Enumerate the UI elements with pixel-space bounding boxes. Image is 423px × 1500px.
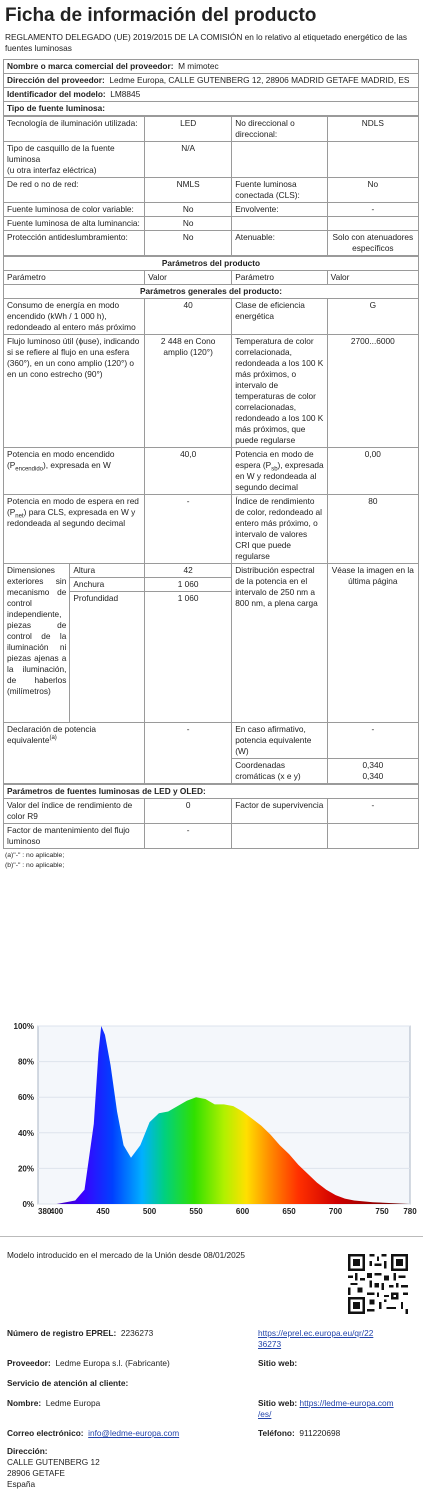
eprel-address bbox=[7, 1446, 100, 1490]
col-value-header-2: Valor bbox=[327, 271, 418, 285]
glare-value: No bbox=[145, 231, 232, 256]
led-params-heading: Parámetros de fuentes luminosas de LED y OLED: bbox=[4, 785, 419, 799]
empty-cell bbox=[327, 217, 418, 231]
pon-label-b: ), expresada en W bbox=[43, 460, 111, 470]
x-tick-label: 550 bbox=[189, 1207, 203, 1216]
section-divider bbox=[0, 1236, 423, 1237]
psb-label-a: Potencia en modo de espera (P bbox=[235, 449, 314, 470]
light-source-type-heading: Tipo de fuente luminosa: bbox=[4, 102, 419, 116]
eprel-reg-row bbox=[7, 1328, 153, 1339]
width-label: Anchura bbox=[70, 578, 145, 592]
eprel-website-label: Sitio web: bbox=[258, 1358, 298, 1368]
pon-value: 40,0 bbox=[145, 448, 232, 495]
empty-cell bbox=[232, 142, 327, 178]
x-tick-label: 450 bbox=[96, 1207, 110, 1216]
col-param-header-2: Parámetro bbox=[232, 271, 327, 285]
nondir-value: NDLS bbox=[327, 117, 418, 142]
eprel-reg-url-2[interactable]: 36273 bbox=[258, 1339, 282, 1349]
x-tick-label: 400 bbox=[49, 1207, 64, 1216]
pon-label-sub: encendido bbox=[15, 466, 43, 473]
eprel-email-label: Correo electrónico: bbox=[7, 1428, 84, 1438]
chroma-y: 0,340 bbox=[362, 771, 384, 781]
y-tick-label: 20% bbox=[17, 1164, 34, 1174]
x-tick-label: 600 bbox=[235, 1207, 250, 1216]
class-value: G bbox=[327, 299, 418, 335]
cct-value: 2700...6000 bbox=[327, 335, 418, 448]
supplier-table bbox=[3, 59, 419, 116]
eprel-provider-row bbox=[7, 1358, 170, 1369]
eprel-provider-value: Ledme Europa s.l. (Fabricante) bbox=[55, 1358, 170, 1368]
eprel-email-row bbox=[7, 1428, 179, 1439]
y-tick-label: 80% bbox=[17, 1057, 34, 1067]
spectral-distribution-chart bbox=[0, 1018, 423, 1228]
class-label: Clase de eficiencia energética bbox=[232, 299, 327, 335]
y-tick-label: 40% bbox=[17, 1128, 34, 1138]
height-label: Altura bbox=[70, 564, 145, 578]
eprel-name-value: Ledme Europa bbox=[45, 1398, 101, 1408]
cri-value: 80 bbox=[327, 495, 418, 564]
equiv-label-text: Declaración de potencia equivalente bbox=[7, 724, 97, 745]
r9-value: 0 bbox=[145, 799, 232, 824]
supplier-address-label: Dirección del proveedor: bbox=[7, 75, 105, 85]
general-params-heading: Parámetros generales del producto: bbox=[4, 285, 419, 299]
qr-code-icon[interactable] bbox=[348, 1254, 408, 1314]
chroma-values bbox=[327, 759, 418, 784]
pnet-label-b: ) para CLS, expresada en W y redondeada al segundo decimal bbox=[7, 507, 136, 528]
empty-cell bbox=[232, 824, 327, 849]
psb-label bbox=[232, 448, 327, 495]
cri-label: Índice de rendimiento de color, redondeado al entero más próximo, o intervalo de valores CRI que puede regularse bbox=[232, 495, 327, 564]
tech-label: Tecnología de iluminación utilizada: bbox=[4, 117, 145, 142]
product-params-heading: Parámetros del producto bbox=[4, 257, 419, 271]
flux-label: Flujo luminoso útil (ϕuse), indicando si se refiere al flujo en una esfera (360°), en un cono amplio (120°) o en un cono estrecho (90°) bbox=[4, 335, 145, 448]
chroma-x: 0,340 bbox=[362, 760, 384, 770]
model-id-label: Identificador del modelo: bbox=[7, 89, 106, 99]
energy-label: Consumo de energía en modo encendido (kWh / 1 000 h), redondeado al entero más próximo bbox=[4, 299, 145, 335]
eprel-email-link[interactable]: info@ledme-europa.com bbox=[88, 1428, 180, 1438]
eprel-name-row bbox=[7, 1398, 100, 1409]
empty-cell bbox=[232, 217, 327, 231]
energy-value: 40 bbox=[145, 299, 232, 335]
nondir-label: No direccional o direccional: bbox=[232, 117, 327, 142]
height-value: 42 bbox=[145, 564, 232, 578]
psb-label-b: ), expresada en W y redondeada al segundo decimal bbox=[235, 460, 324, 492]
eprel-address-line-1: CALLE GUTENBERG 12 bbox=[7, 1457, 100, 1467]
led-params-table bbox=[3, 784, 419, 849]
x-tick-label: 750 bbox=[375, 1207, 389, 1216]
x-tick-label: 380 bbox=[38, 1207, 52, 1216]
survival-value: - bbox=[327, 799, 418, 824]
survival-label: Factor de supervivencia bbox=[232, 799, 327, 824]
dim-value: Solo con atenuadores específicos bbox=[327, 231, 418, 256]
supplier-address-row bbox=[4, 74, 419, 88]
eprel-provider-label: Proveedor: bbox=[7, 1358, 51, 1368]
envelope-value: - bbox=[327, 203, 418, 217]
mains-label: De red o no de red: bbox=[4, 178, 145, 203]
width-value: 1 060 bbox=[145, 578, 232, 592]
supplier-name-label: Nombre o marca comercial del proveedor: bbox=[7, 61, 174, 71]
chroma-label: Coordenadas cromáticas (x e y) bbox=[232, 759, 327, 784]
pon-label bbox=[4, 448, 145, 495]
eprel-reg-url-1[interactable]: https://eprel.ec.europa.eu/qr/22 bbox=[258, 1328, 374, 1338]
product-params-table bbox=[3, 256, 419, 784]
cap-label-cell bbox=[4, 142, 145, 178]
mains-value: NMLS bbox=[145, 178, 232, 203]
eprel-reg-value: 2236273 bbox=[120, 1328, 154, 1338]
footnote-b: (b)"-" : no aplicable; bbox=[5, 862, 65, 869]
page-title: Ficha de información del producto bbox=[5, 5, 317, 26]
highlum-value: No bbox=[145, 217, 232, 231]
cap-label-2: (u otra interfaz eléctrica) bbox=[7, 165, 97, 175]
pon-label-a: Potencia en modo encendido (P bbox=[7, 449, 115, 470]
eprel-phone-value: 911220698 bbox=[299, 1428, 341, 1438]
psb-value: 0,00 bbox=[327, 448, 418, 495]
footnote-a: (a)"-" : no aplicable; bbox=[5, 852, 65, 859]
x-tick-label: 700 bbox=[328, 1207, 343, 1216]
maint-label: Factor de mantenimiento del flujo luminoso bbox=[4, 824, 145, 849]
y-tick-label: 100% bbox=[13, 1022, 34, 1031]
y-tick-label: 0% bbox=[22, 1200, 34, 1209]
supplier-address-value: Ledme Europa, CALLE GUTENBERG 12, 28906 MADRID GETAFE MADRID, ES bbox=[109, 75, 410, 85]
glare-label: Protección antideslumbramiento: bbox=[4, 231, 145, 256]
eprel-address-label: Dirección: bbox=[7, 1446, 48, 1456]
maint-value: - bbox=[145, 824, 232, 849]
psb-label-sub: sb bbox=[271, 466, 278, 473]
color-label: Fuente luminosa de color variable: bbox=[4, 203, 145, 217]
light-source-type-table bbox=[3, 116, 419, 256]
equiv-label-sup: (a) bbox=[49, 735, 57, 742]
equiv-label bbox=[4, 723, 145, 784]
cls-value: No bbox=[327, 178, 418, 203]
cap-label: Tipo de casquillo de la fuente luminosa bbox=[7, 143, 115, 164]
spd-label: Distribución espectral de la potencia en el intervalo de 250 nm a 800 nm, a plena carga bbox=[232, 564, 327, 723]
cls-label: Fuente luminosa conectada (CLS): bbox=[232, 178, 327, 203]
cct-label: Temperatura de color correlacionada, redondeada a los 100 K más próximos, o intervalo de temperaturas de color correlacionadas, redondeado a los 100 K más próximos, que puede regularse bbox=[232, 335, 327, 448]
cap-value: N/A bbox=[145, 142, 232, 178]
col-param-header: Parámetro bbox=[4, 271, 145, 285]
depth-value: 1 060 bbox=[145, 592, 232, 723]
supplier-name-value: M mimotec bbox=[178, 61, 219, 71]
empty-cell bbox=[327, 142, 418, 178]
eprel-website2-row bbox=[258, 1398, 394, 1420]
tech-value: LED bbox=[145, 117, 232, 142]
eprel-phone-label: Teléfono: bbox=[258, 1428, 295, 1438]
pnet-label-a: Potencia en modo de espera en red (P bbox=[7, 496, 139, 517]
product-info-sheet bbox=[3, 3, 419, 871]
dims-label: Dimensiones exteriores sin mecanismo de control independiente, piezas de control de la iluminación ni piezas ajenas a la iluminación, de haberlos (milímetros) bbox=[4, 564, 70, 723]
equiv-w-label: En caso afirmativo, potencia equivalente (W) bbox=[232, 723, 327, 759]
pnet-label bbox=[4, 495, 145, 564]
eprel-address-line-3: España bbox=[7, 1479, 36, 1489]
empty-cell bbox=[327, 824, 418, 849]
eprel-address-line-2: 28906 GETAFE bbox=[7, 1468, 65, 1478]
highlum-label: Fuente luminosa de alta luminancia: bbox=[4, 217, 145, 231]
col-value-header: Valor bbox=[145, 271, 232, 285]
equiv-value: - bbox=[145, 723, 232, 784]
x-tick-label: 650 bbox=[282, 1207, 296, 1216]
eprel-intro: Modelo introducido en el mercado de la Unión desde 08/01/2025 bbox=[7, 1250, 246, 1260]
pnet-label-sub: net bbox=[15, 513, 24, 520]
spd-value: Véase la imagen en la última página bbox=[327, 564, 418, 723]
r9-label: Valor del índice de rendimiento de color R9 bbox=[4, 799, 145, 824]
eprel-service-heading: Servicio de atención al cliente: bbox=[7, 1378, 129, 1388]
supplier-name-row bbox=[4, 60, 419, 74]
spectrum-svg bbox=[0, 1018, 423, 1228]
regulation-text: REGLAMENTO DELEGADO (UE) 2019/2015 DE LA COMISIÓN en lo relativo al etiquetado energético de las fuentes luminosas bbox=[5, 32, 407, 53]
x-tick-label: 500 bbox=[142, 1207, 157, 1216]
eprel-website2-label: Sitio web: bbox=[258, 1398, 298, 1408]
eprel-website2-link-1[interactable]: https://ledme-europa.com bbox=[299, 1398, 394, 1408]
depth-label: Profundidad bbox=[70, 592, 145, 723]
model-id-row bbox=[4, 88, 419, 102]
x-tick-label: 780 bbox=[403, 1207, 417, 1216]
model-id-value: LM8845 bbox=[110, 89, 141, 99]
footnotes bbox=[5, 851, 419, 871]
pnet-value: - bbox=[145, 495, 232, 564]
y-tick-label: 60% bbox=[17, 1093, 34, 1103]
eprel-name-label: Nombre: bbox=[7, 1398, 42, 1408]
eprel-reg-label: Número de registro EPREL: bbox=[7, 1328, 117, 1338]
eprel-website2-link-2[interactable]: /es/ bbox=[258, 1409, 272, 1419]
flux-value: 2 448 en Cono amplio (120°) bbox=[145, 335, 232, 448]
dim-label: Atenuable: bbox=[232, 231, 327, 256]
color-value: No bbox=[145, 203, 232, 217]
eprel-phone-row bbox=[258, 1428, 340, 1439]
eprel-reg-link[interactable] bbox=[258, 1328, 373, 1350]
equiv-w-value: - bbox=[327, 723, 418, 759]
envelope-label: Envolvente: bbox=[232, 203, 327, 217]
